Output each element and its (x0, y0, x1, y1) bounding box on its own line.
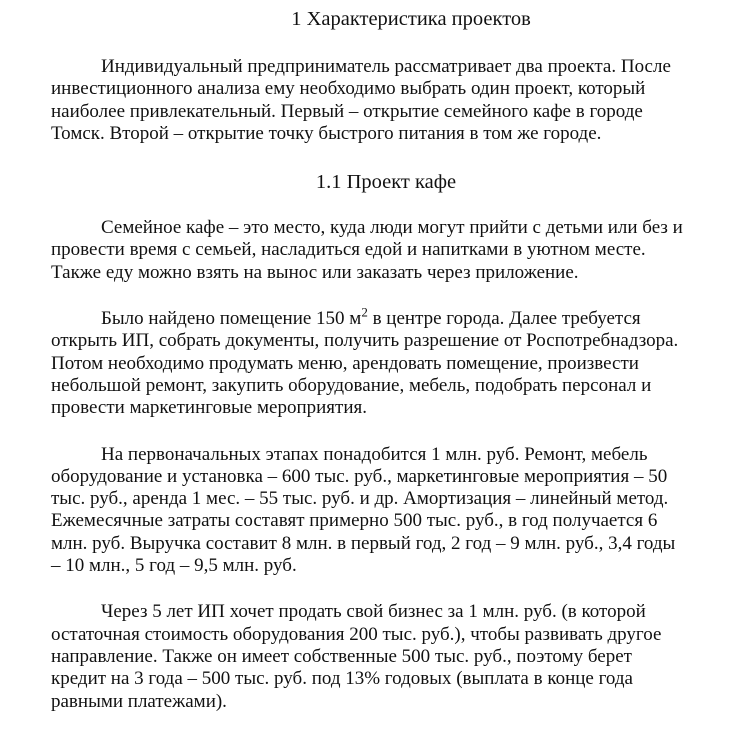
subsection-heading: 1.1 Проект кафе (315, 171, 457, 194)
paragraph (51, 601, 721, 712)
text-line: Индивидуальный предприниматель рассматривает два проекта. После (101, 56, 671, 77)
text-line: Потом необходимо продумать меню, арендовать помещение, произвести (51, 352, 639, 374)
text-line: остаточная стоимость оборудования 200 тыс. руб.), чтобы развивать другое (51, 623, 662, 645)
text-line: Семейное кафе – это место, куда люди могут прийти с детьми или без и (101, 217, 683, 239)
text-line: млн. руб. Выручка составит 8 млн. в первый год, 2 год – 9 млн. руб., 3,4 годы (51, 532, 676, 554)
intro-paragraph (51, 56, 721, 145)
text-line: кредит на 3 года – 500 тыс. руб. под 13% годовых (выплата в конце года (51, 668, 633, 690)
text-line: провести время с семьей, насладиться едой и напитками в уютном месте. (51, 239, 646, 261)
paragraph (51, 217, 721, 284)
text-line: оборудование и установка – 600 тыс. руб., маркетинговые мероприятия – 50 (51, 465, 668, 487)
section-heading: 1 Характеристика проектов (291, 8, 531, 30)
text-line: Томск. Второй – открытие точку быстрого питания в том же городе. (51, 122, 602, 144)
text-line: наиболее привлекательный. Первый – открытие семейного кафе в городе (51, 100, 643, 122)
text-line: Через 5 лет ИП хочет продать свой бизнес за 1 млн. руб. (в которой (101, 601, 646, 623)
text-line: Было найдено помещение 150 $м^2$ в центре города. Далее требуется (101, 304, 641, 330)
paragraph (51, 444, 721, 578)
text-line: инвестиционного анализа ему необходимо выбрать один проект, который (51, 78, 646, 100)
text-line: открыть ИП, собрать документы, получить разрешение от Роспотребнадзора. (51, 330, 679, 352)
text-line: Также еду можно взять на вынос или заказать через приложение. (51, 261, 579, 283)
text-line: направление. Также он имеет собственные 500 тыс. руб., поэтому берет (51, 645, 632, 667)
text-line: тыс. руб., аренда 1 мес. – 55 тыс. руб. и др. Амортизация – линейный метод. (51, 488, 669, 510)
text-line: Ежемесячные затраты составят примерно 500 тыс. руб., в год получается 6 (51, 510, 658, 532)
text-line: равными платежами). (51, 690, 227, 712)
text-line: На первоначальных этапах понадобится 1 млн. руб. Ремонт, мебель (101, 443, 648, 465)
text-line: провести маркетинговые мероприятия. (51, 397, 367, 419)
text-line: – 10 млн., 5 год – 9,5 млн. руб. (51, 555, 297, 577)
subsection-body (51, 217, 721, 713)
paragraph (51, 304, 721, 419)
text-line: небольшой ремонт, закупить оборудование, мебель, подобрать персонал и (51, 374, 652, 396)
document-page (51, 6, 721, 713)
